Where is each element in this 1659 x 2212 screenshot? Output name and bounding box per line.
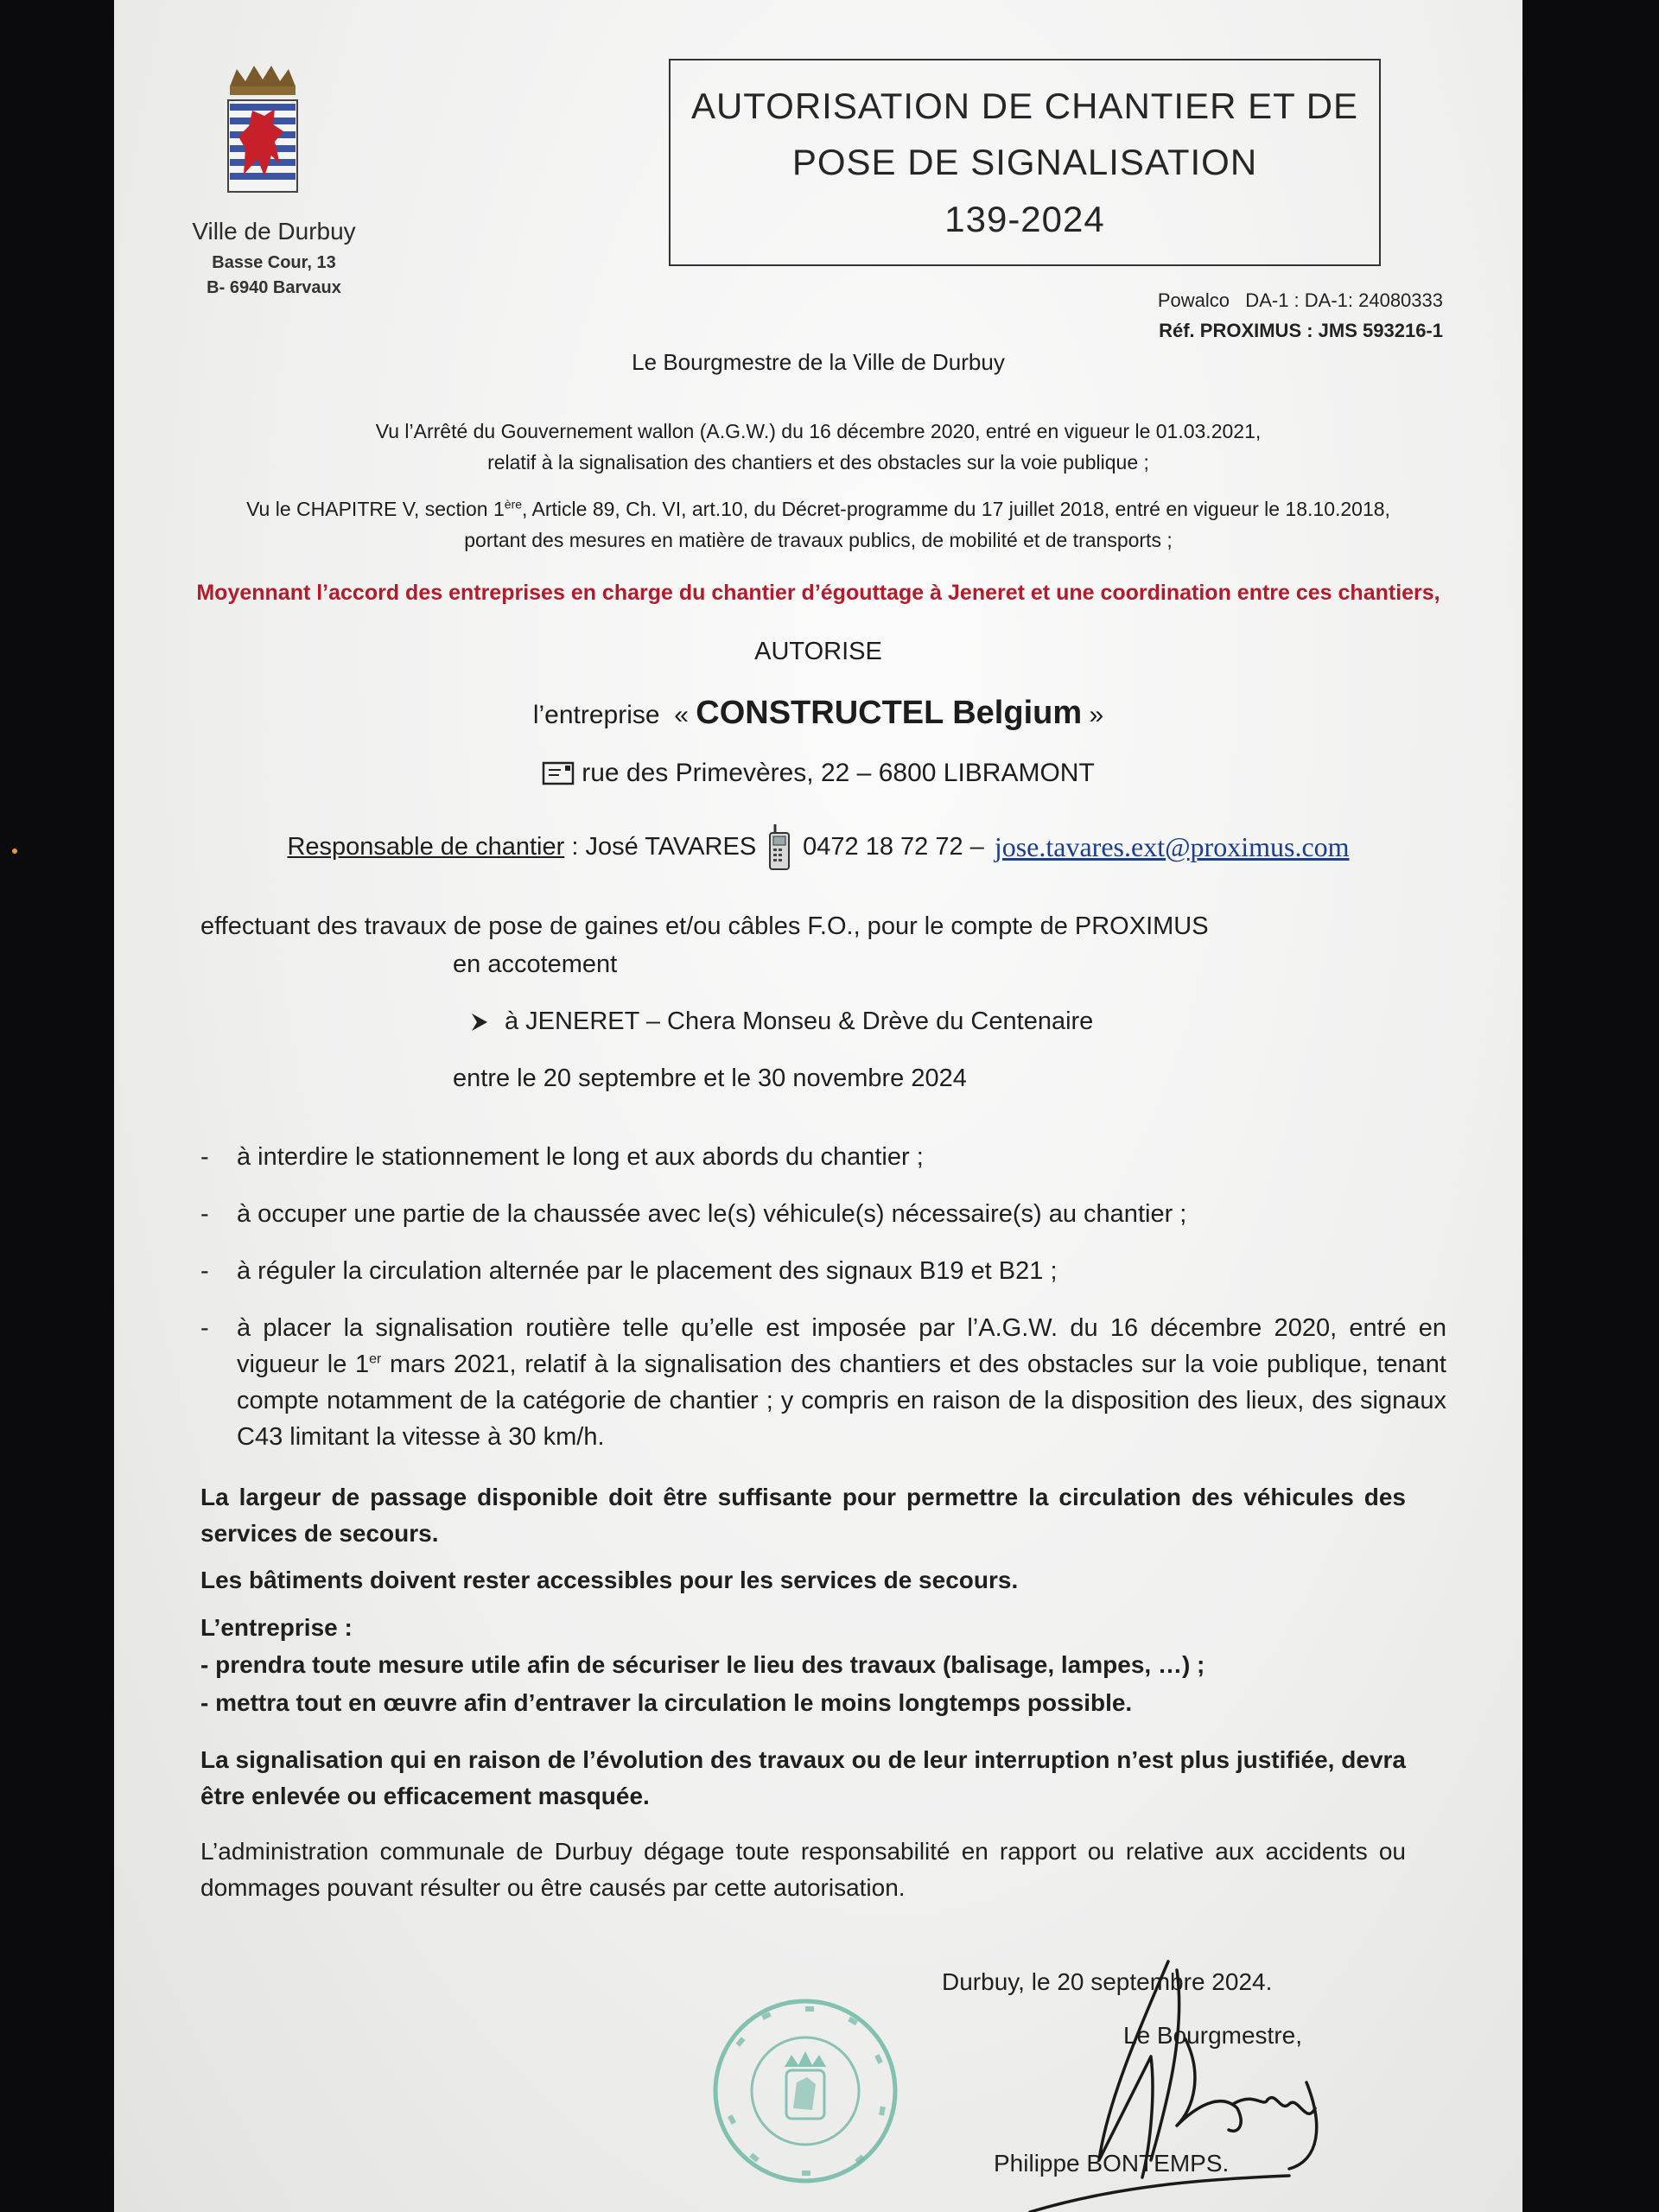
- powalco-reference: Powalco DA-1 : DA-1: 24080333: [1157, 289, 1443, 311]
- company-suffix: »: [1089, 701, 1104, 729]
- city-address-line2: B- 6940 Barvaux: [207, 278, 341, 297]
- signature-role: Le Bourgmestre,: [1123, 2022, 1302, 2049]
- liability-disclaimer: L’administration communale de Durbuy dégage toute responsabilité en rapport ou relative aux accidents ou dommages pouvant résulter ou être causés par cette autorisation.: [200, 1838, 1406, 1901]
- company-address: rue des Primevères, 22 – 6800 LIBRAMONT: [582, 759, 1095, 787]
- signatory-name: Philippe BONTEMPS.: [994, 2150, 1230, 2177]
- title-number: 139-2024: [944, 198, 1105, 239]
- list-item-4-sup: er: [369, 1351, 382, 1367]
- authorisation-list: [200, 1139, 1522, 1476]
- proximus-reference: Réf. PROXIMUS : JMS 593216-1: [1159, 320, 1443, 342]
- works-location-text: à JENERET – Chera Monseu & Drève du Centenaire: [505, 1007, 1094, 1035]
- legal-basis-2-post: , Article 89, Ch. VI, art.10, du Décret-programme du 17 juillet 2018, entré en vigueur le 18.10.2018,: [522, 498, 1390, 520]
- background-light: [12, 849, 17, 854]
- mobile-phone-icon: [766, 823, 792, 871]
- legal-basis-2: [114, 494, 1522, 556]
- mayor-intro: Le Bourgmestre de la Ville de Durbuy: [632, 349, 1005, 375]
- list-item: - à interdire le stationnement le long et aux abords du chantier ;: [200, 1139, 1522, 1175]
- list-item-text: à interdire le stationnement le long et aux abords du chantier ;: [237, 1143, 924, 1171]
- arrow-bullet-icon: [470, 1012, 489, 1033]
- legal-basis-1: [114, 416, 1522, 478]
- site-manager-email-link[interactable]: jose.tavares.ext@proximus.com: [994, 830, 1350, 862]
- company-prefix: l’entreprise «: [532, 701, 689, 729]
- company-obligation-1: - prendra toute mesure utile afin de sécuriser le lieu des travaux (balisage, lampes, …) ;: [200, 1651, 1205, 1679]
- list-item-4-pre: à placer la signalisation routière telle qu’elle est imposée par l’A.G.W. du 16 décembre 2020, entré en vigueur le 1: [237, 1314, 1446, 1379]
- company-obligations-label: L’entreprise :: [200, 1614, 353, 1641]
- title-line1: AUTORISATION DE CHANTIER ET DE: [690, 86, 1359, 127]
- mailbox-icon: [542, 760, 575, 786]
- works-period: entre le 20 septembre et le 30 novembre 2024: [453, 1065, 967, 1092]
- durbuy-crest-icon: [219, 62, 306, 209]
- company-name: CONSTRUCTEL Belgium: [696, 695, 1083, 731]
- works-location: [470, 1007, 1659, 1036]
- company-address-line: [114, 759, 1522, 788]
- list-item: - à placer la signalisation routière telle qu’elle est imposée par l’A.G.W. du 16 décembre 2020, entré en vigueur le 1er mars 2021, relatif à la signalisation des chantiers et des obstacles sur la voie publique, tenant compte notamment de la catégorie de chantier ; y compris en raison de la disposition des lieux, des signaux C43 limitant la vitesse à 30 km/h.: [200, 1314, 1446, 1452]
- signage-removal-note: La signalisation qui en raison de l’évolution des travaux ou de leur interruption n’est plus justifiée, devra être enlevée ou efficacement masquée.: [200, 1746, 1406, 1809]
- document-title-box: [669, 59, 1381, 266]
- municipal-seal-stamp: [702, 1987, 909, 2195]
- city-header: [149, 218, 399, 301]
- list-item-4-post: mars 2021, relatif à la signalisation des chantiers et des obstacles sur la voie publique, tenant compte notamment de la catégorie de chantier ; y compris en raison de la disposition des lieux, des signaux C43 limitant la vitesse à 30 km/h.: [237, 1351, 1446, 1452]
- list-item: - à occuper une partie de la chaussée avec le(s) véhicule(s) nécessaire(s) au chantier ;: [200, 1196, 1522, 1232]
- site-manager-phone: 0472 18 72 72 –: [803, 832, 984, 861]
- reference-block: [1158, 285, 1443, 346]
- legal-basis-1-line2: relatif à la signalisation des chantiers et des obstacles sur la voie publique ;: [487, 450, 1149, 474]
- site-manager-line: [114, 823, 1522, 871]
- signature-place-date: Durbuy, le 20 septembre 2024.: [942, 1968, 1273, 1995]
- works-location-type: en accotement: [453, 950, 618, 978]
- handwritten-signature: [978, 1953, 1376, 2212]
- company-obligation-2: - mettra tout en œuvre afin d’entraver la circulation le moins longtemps possible.: [200, 1688, 1133, 1716]
- passage-width-note: La largeur de passage disponible doit être suffisante pour permettre la circulation des véhicules des services de secours.: [200, 1484, 1406, 1547]
- document-page: [114, 0, 1522, 2212]
- legal-basis-2-pre: Vu le CHAPITRE V, section 1: [246, 498, 505, 520]
- works-description: effectuant des travaux de pose de gaines et/ou câbles F.O., pour le compte de PROXIMUS: [200, 912, 1209, 940]
- list-item-text: à occuper une partie de la chaussée avec le(s) véhicule(s) nécessaire(s) au chantier ;: [237, 1200, 1187, 1229]
- title-line2: POSE DE SIGNALISATION: [791, 142, 1258, 183]
- site-manager-label: Responsable de chantier: [287, 832, 565, 861]
- buildings-access-note: Les bâtiments doivent rester accessibles pour les services de secours.: [200, 1567, 1019, 1593]
- company-line: [114, 695, 1522, 732]
- list-item: - à réguler la circulation alternée par le placement des signaux B19 et B21 ;: [200, 1253, 1522, 1289]
- legal-basis-2-sup: ère: [504, 497, 523, 512]
- city-name: Ville de Durbuy: [192, 218, 356, 245]
- list-item-text: à réguler la circulation alternée par le placement des signaux B19 et B21 ;: [237, 1257, 1058, 1286]
- authorise-heading: AUTORISE: [754, 638, 882, 665]
- city-address-line1: Basse Cour, 13: [212, 253, 336, 272]
- coordination-condition: Moyennant l’accord des entreprises en charge du chantier d’égouttage à Jeneret et une coordination entre ces chantiers,: [196, 581, 1440, 605]
- legal-basis-1-line1: Vu l’Arrêté du Gouvernement wallon (A.G.W.) du 16 décembre 2020, entré en vigueur le 01.03.2021,: [375, 420, 1262, 442]
- company-obligations: [200, 1609, 1406, 1721]
- site-manager-name: : José TAVARES: [564, 832, 757, 861]
- legal-basis-2-line2: portant des mesures en matière de travaux publics, de mobilité et de transports ;: [464, 528, 1173, 551]
